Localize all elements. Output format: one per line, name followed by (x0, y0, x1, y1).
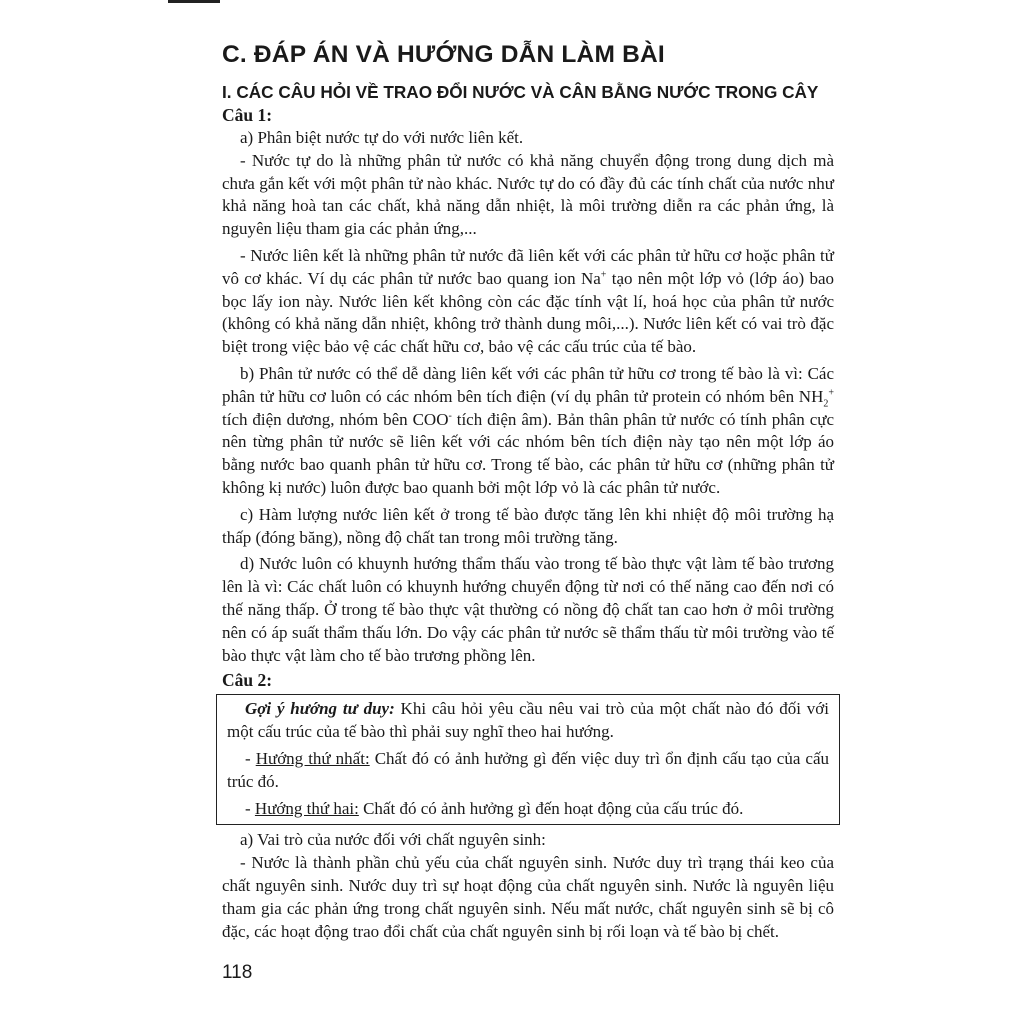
q1-part-c: c) Hàm lượng nước liên kết ở trong tế bào được tăng lên khi nhiệt độ môi trường hạ thấp (đóng băng), nồng độ chất tan trong môi trường tăng. (222, 504, 834, 547)
question-2-label: Câu 2: (222, 670, 273, 691)
page-edge-mark (168, 0, 220, 3)
hint-paragraph: Gợi ý hướng tư duy: Khi câu hỏi yêu cầu nêu vai trò của một chất nào đó đối với một cấu trúc của tế bào thì phải suy nghĩ theo hai hướng. (227, 699, 829, 742)
q1-part-b: b) Phân tử nước có thể dễ dàng liên kết với các phân tử hữu cơ trong tế bào là vì: Các phân tử hữu cơ luôn có các nhóm bên tích điện (ví dụ phân tử protein có nhóm bên $NH_2^+$ tích điện dương, nhóm bên COO- tích điện âm). Bản thân phân tử nước có tính phân cực nên từng phân tử nước sẽ liên kết với các nhóm bên tích điện này tạo nên một lớp áo bằng nước bao quanh phân tử hữu cơ. Trong tế bào, các phân tử hữu cơ (những phân tử không kị nước) luôn được bao quanh bởi một lớp vỏ là các phân tử nước. (222, 363, 834, 497)
hint-direction-1: - Hướng thứ nhất: Chất đó có ảnh hưởng gì đến việc duy trì ổn định cấu tạo của cấu trúc đó. (227, 748, 829, 791)
page-heading: C. ĐÁP ÁN VÀ HƯỚNG DẪN LÀM BÀI (222, 41, 665, 68)
page-number: 118 (222, 962, 253, 983)
q1-part-a-bound-water: - Nước liên kết là những phân tử nước đã liên kết với các phân tử hữu cơ hoặc phân tử vô cơ khác. Ví dụ các phân tử nước bao quang ion Na+ tạo nên một lớp vỏ (lớp áo) bao bọc lấy ion này. Nước liên kết không còn các đặc tính vật lí, hoá học của phân tử nước (không có khả năng dẫn nhiệt, không trở thành dung môi,...). Nước liên kết có vai trò đặc biệt trong việc bảo vệ các chất hữu cơ, bảo vệ các cấu trúc của tế bào. (222, 245, 834, 357)
q1-part-a-free-water: - Nước tự do là những phân tử nước có khả năng chuyển động trong dung dịch mà chưa gắn kết với một phân tử nào khác. Nước tự do có đầy đủ các tính chất của nước như khả năng hoà tan các chất, khả năng dẫn nhiệt, là môi trường diễn ra các phản ứng, là nguyên liệu tham gia các phản ứng,... (222, 150, 834, 239)
hint-direction-2: - Hướng thứ hai: Chất đó có ảnh hưởng gì đến hoạt động của cấu trúc đó. (245, 798, 744, 818)
thinking-hint-box (216, 694, 840, 825)
document-page (222, 40, 834, 943)
question-1-label: Câu 1: (222, 105, 273, 125)
q1-part-a-title: a) Phân biệt nước tự do với nước liên kết. (240, 128, 524, 147)
q1-part-d: d) Nước luôn có khuynh hướng thẩm thấu vào trong tế bào thực vật làm tế bào trương lên là vì: Các chất luôn có khuynh hướng chuyển động từ nơi có thế năng cao đến nơi có thế năng thấp. Ở trong tế bào thực vật thường có nồng độ chất tan cao hơn ở môi trường nên có áp suất thẩm thấu lớn. Do vậy các phân tử nước sẽ thẩm thấu từ môi trường vào tế bào thực vật làm cho tế bào trương phồng lên. (222, 554, 834, 665)
q2-part-a-paragraph: - Nước là thành phần chủ yếu của chất nguyên sinh. Nước duy trì trạng thái keo của chất nguyên sinh. Nước duy trì sự hoạt động của chất nguyên sinh. Nước là nguyên liệu tham gia các phản ứng trong chất nguyên sinh. Nếu mất nước, chất nguyên sinh sẽ bị cô đặc, các hoạt động trao đổi chất của chất nguyên sinh bị rối loạn và tế bào bị chết. (222, 853, 834, 941)
q2-part-a-title: a) Vai trò của nước đối với chất nguyên sinh: (240, 830, 546, 850)
section-title: I. CÁC CÂU HỎI VỀ TRAO ĐỔI NƯỚC VÀ CÂN BẰNG NƯỚC TRONG CÂY (222, 82, 819, 102)
